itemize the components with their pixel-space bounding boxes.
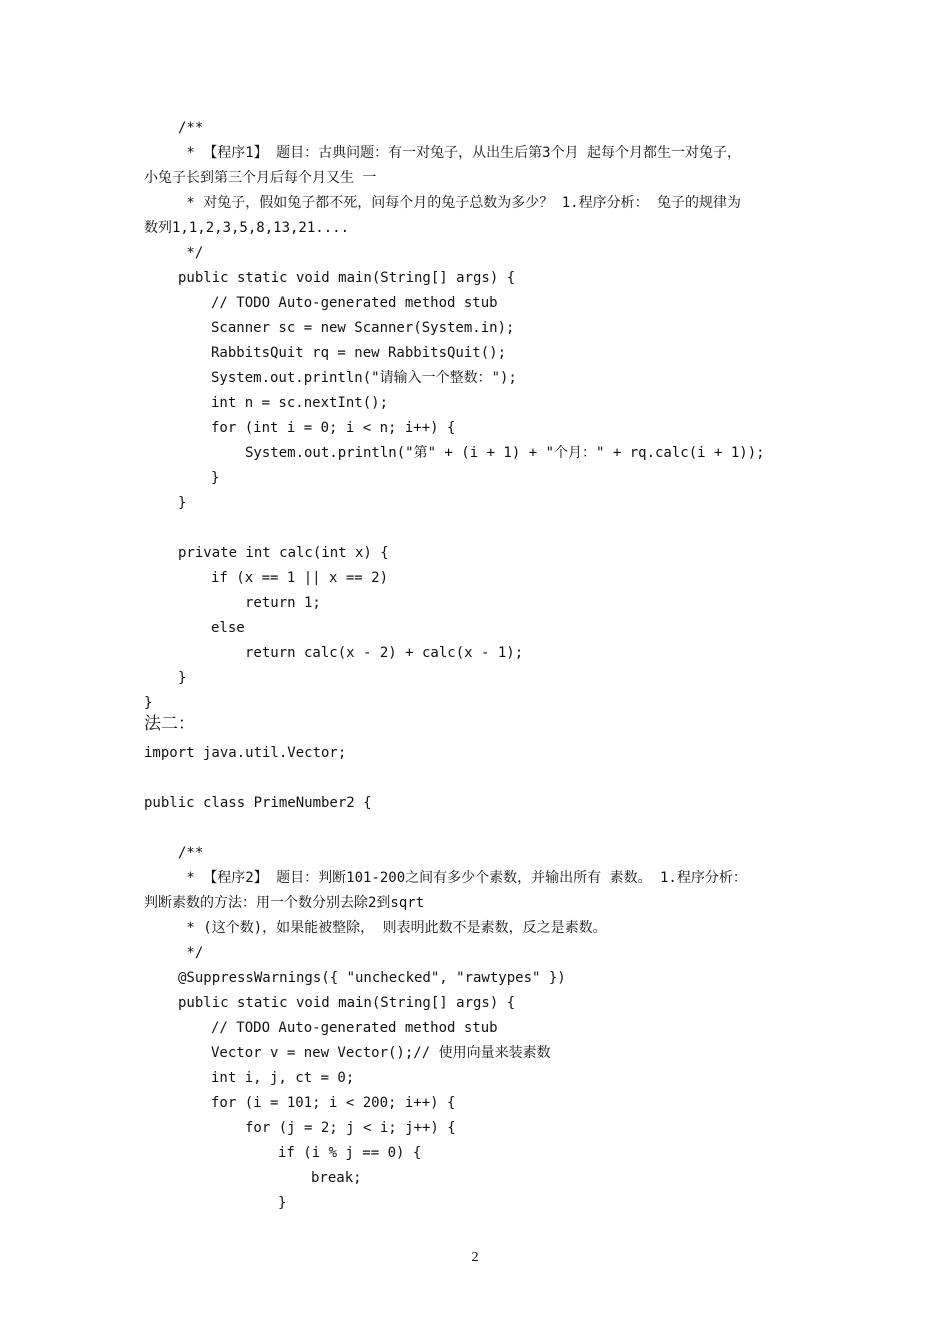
code-line: } (211, 470, 220, 486)
code-line: } (278, 1195, 287, 1211)
code-line: @SuppressWarnings({ "unchecked", "rawtypes" }) (178, 970, 566, 986)
code-line: return 1; (245, 595, 321, 611)
code-line: * 【程序1】 题目：古典问题：有一对兔子，从出生后第3个月 起每个月都生一对兔子， (178, 145, 741, 161)
code-line: 小兔子长到第三个月后每个月又生 一 (144, 170, 377, 186)
code-line: 数列1,1,2,3,5,8,13,21.... (144, 220, 350, 236)
code-line: System.out.println("第" + (i + 1) + "个月：" + rq.calc(i + 1)); (245, 445, 765, 461)
code-line: } (178, 670, 187, 686)
code-line: else (211, 620, 245, 636)
code-line: * 【程序2】 题目：判断101-200之间有多少个素数，并输出所有 素数。 1.程序分析： (178, 870, 747, 886)
code-line: public static void main(String[] args) { (178, 995, 516, 1011)
code-line: } (144, 695, 153, 711)
code-line: * 对兔子，假如兔子都不死，问每个月的兔子总数为多少？ 1.程序分析： 兔子的规律为 (178, 195, 741, 211)
code-line: int i, j, ct = 0; (211, 1070, 355, 1086)
code-line: for (int i = 0; i < n; i++) { (211, 420, 456, 436)
code-line: // TODO Auto-generated method stub (211, 1020, 498, 1036)
code-line: break; (311, 1170, 362, 1186)
code-line: import java.util.Vector; (144, 745, 347, 761)
code-line: for (j = 2; j < i; j++) { (245, 1120, 456, 1136)
code-line: Scanner sc = new Scanner(System.in); (211, 320, 515, 336)
section-heading: 法二： (144, 714, 195, 734)
code-line: 判断素数的方法：用一个数分别去除2到sqrt (144, 895, 425, 911)
code-line: } (178, 495, 187, 511)
code-line: for (i = 101; i < 200; i++) { (211, 1095, 456, 1111)
code-line: if (i % j == 0) { (278, 1145, 422, 1161)
code-line: */ (178, 245, 204, 261)
page-number: 2 (471, 1250, 479, 1265)
code-line: private int calc(int x) { (178, 545, 389, 561)
code-line: /** (178, 120, 204, 136)
code-line: */ (178, 945, 204, 961)
code-line: Vector v = new Vector();// 使用向量来装素数 (211, 1045, 551, 1061)
code-line: public class PrimeNumber2 { (144, 795, 372, 811)
code-line: /** (178, 845, 204, 861)
code-line: RabbitsQuit rq = new RabbitsQuit(); (211, 345, 507, 361)
code-line: // TODO Auto-generated method stub (211, 295, 498, 311)
code-line: if (x == 1 || x == 2) (211, 570, 389, 586)
code-line: return calc(x - 2) + calc(x - 1); (245, 645, 524, 661)
code-line: * (这个数)，如果能被整除， 则表明此数不是素数，反之是素数。 (178, 920, 607, 936)
code-line: public static void main(String[] args) { (178, 270, 516, 286)
code-line: int n = sc.nextInt(); (211, 395, 389, 411)
code-line: System.out.println("请输入一个整数："); (211, 370, 517, 386)
